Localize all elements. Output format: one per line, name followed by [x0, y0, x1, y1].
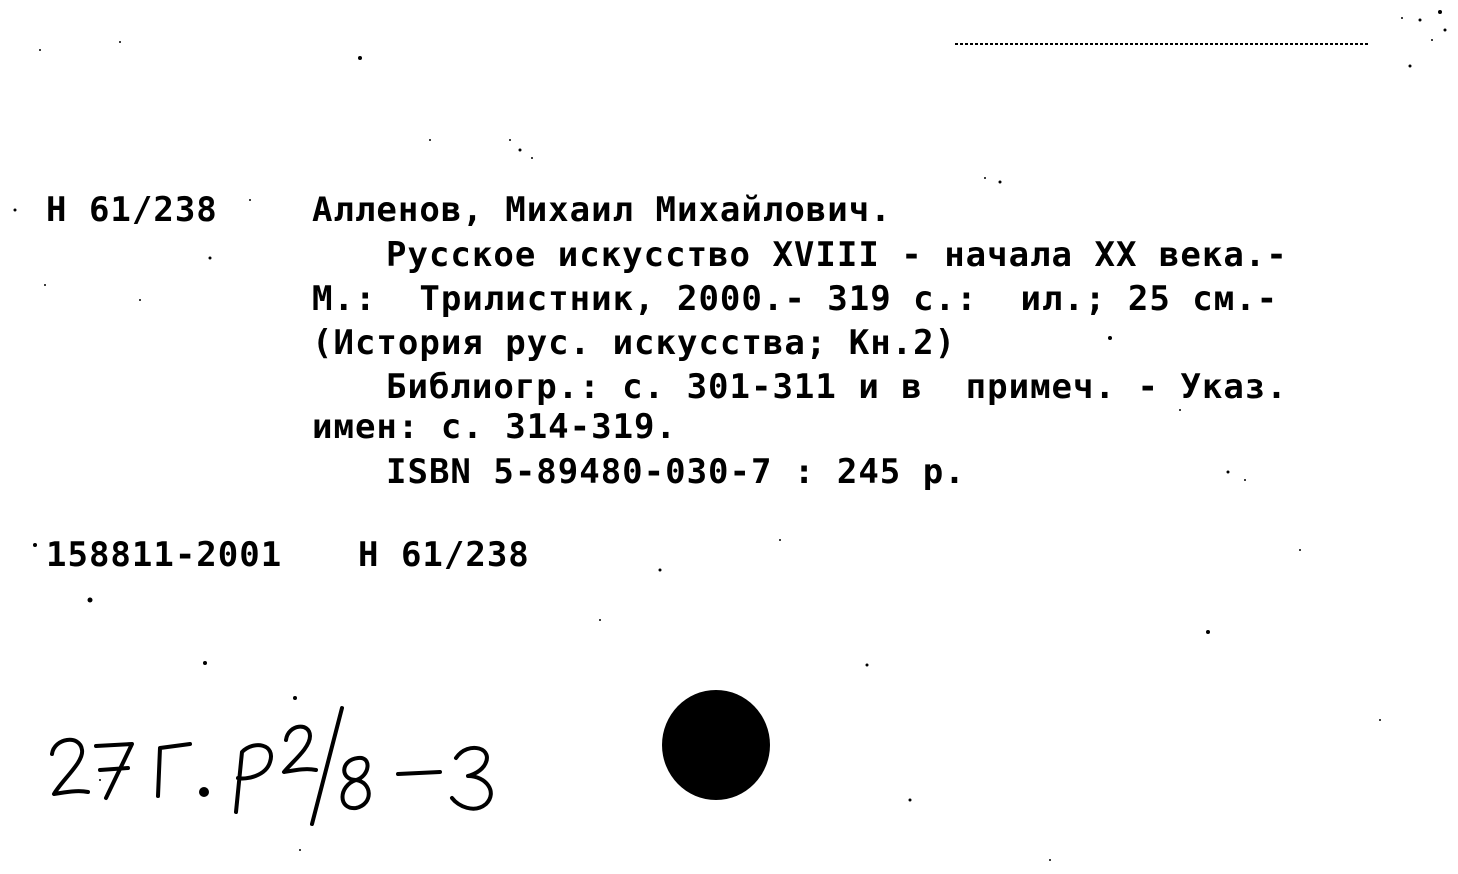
imprint-statement: М.: Трилистник, 2000.- 319 с.: ил.; 25 см.-: [312, 279, 1279, 319]
index-note: имен: с. 314-319.: [312, 407, 677, 447]
bibliography-note: Библиогр.: с. 301-311 и в примеч. - Указ.: [386, 367, 1288, 407]
isbn-price: ISBN 5-89480-030-7 : 245 р.: [386, 452, 966, 492]
series-statement: (История рус. искусства; Кн.2): [312, 323, 957, 363]
handwritten-classification-code: [40, 700, 510, 840]
svg-text:27Г. Р2/8-3: 27Г. Р2/8-3: [40, 830, 46, 831]
accession-number: 158811-2001: [46, 535, 283, 575]
ink-blot: [662, 690, 770, 800]
shelfmark: Н 61/238: [46, 190, 218, 230]
author-heading: Алленов, Михаил Михайлович.: [312, 190, 892, 230]
title-statement: Русское искусство XVIII - начала XX века.-: [386, 235, 1288, 275]
accession-shelfmark: Н 61/238: [358, 535, 530, 575]
